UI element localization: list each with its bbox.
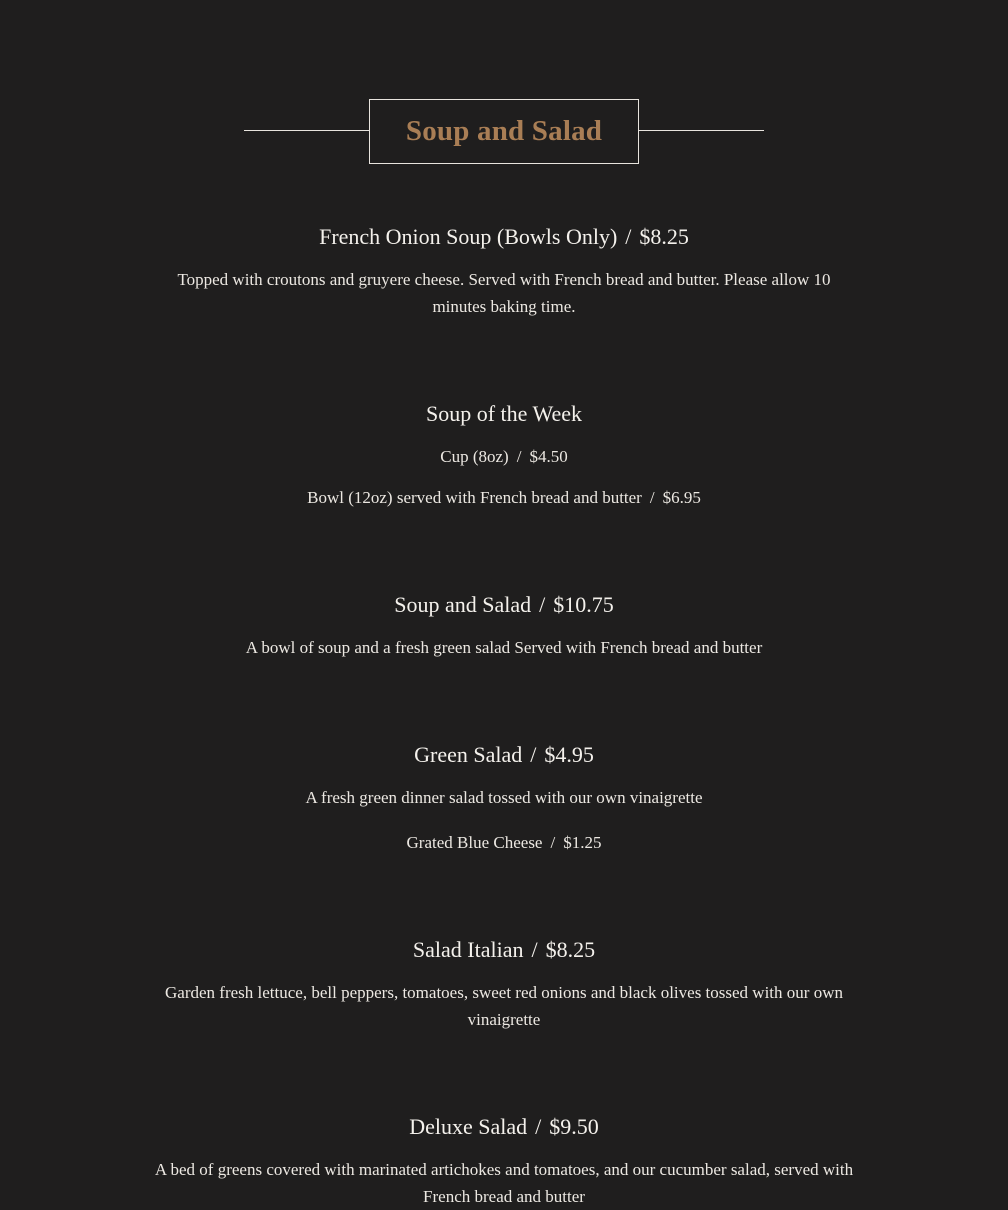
item-addon xyxy=(150,829,858,856)
item-name: Salad Italian xyxy=(412,937,524,962)
item-name: Deluxe Salad xyxy=(409,1114,528,1139)
price-separator: / xyxy=(625,224,632,249)
item-option xyxy=(150,443,858,470)
item-name: French Onion Soup (Bowls Only) xyxy=(319,224,618,249)
section-title-box xyxy=(369,99,639,164)
item-name: Soup and Salad xyxy=(394,592,532,617)
item-description: Garden fresh lettuce, bell peppers, tomatoes, sweet red onions and black olives tossed with our own vinaigrette xyxy=(165,983,843,1029)
header-rule-left xyxy=(244,130,370,131)
item-name: Soup of the Week xyxy=(425,401,583,426)
item-price: $8.25 xyxy=(639,224,689,249)
item-name: Green Salad xyxy=(414,742,523,767)
item-option xyxy=(150,484,858,511)
option-label: Bowl (12oz) served with French bread and butter xyxy=(307,488,642,507)
addon-label: Grated Blue Cheese xyxy=(406,833,543,852)
option-label: Cup (8oz) xyxy=(440,447,509,466)
section-header xyxy=(244,99,764,164)
item-description: Topped with croutons and gruyere cheese. Served with French bread and butter. Please allow 10 minutes baking time. xyxy=(177,270,831,316)
price-separator: / xyxy=(530,742,537,767)
price-separator: / xyxy=(550,833,556,852)
menu-item-title xyxy=(0,936,1008,964)
price-separator: / xyxy=(516,447,522,466)
item-price: $10.75 xyxy=(553,592,614,617)
section-title: Soup and Salad xyxy=(405,115,603,147)
item-description: A bed of greens covered with marinated artichokes and tomatoes, and our cucumber salad, served with French bread and butter xyxy=(154,1160,854,1206)
price-separator: / xyxy=(539,592,546,617)
item-price: $9.50 xyxy=(549,1114,599,1139)
item-price: $4.95 xyxy=(544,742,594,767)
menu-item-title xyxy=(0,1113,1008,1141)
menu-item-title xyxy=(0,400,1008,428)
item-description: A fresh green dinner salad tossed with our own vinaigrette xyxy=(305,788,703,807)
menu-item-title xyxy=(0,741,1008,769)
price-separator: / xyxy=(535,1114,542,1139)
header-rule-right xyxy=(638,130,764,131)
price-separator: / xyxy=(531,937,538,962)
item-description: A bowl of soup and a fresh green salad Served with French bread and butter xyxy=(245,638,763,657)
menu-item-title xyxy=(0,591,1008,619)
option-price: $6.95 xyxy=(662,488,701,507)
addon-price: $1.25 xyxy=(563,833,602,852)
menu-item-title xyxy=(0,223,1008,251)
option-price: $4.50 xyxy=(529,447,568,466)
item-price: $8.25 xyxy=(545,937,596,962)
price-separator: / xyxy=(649,488,655,507)
